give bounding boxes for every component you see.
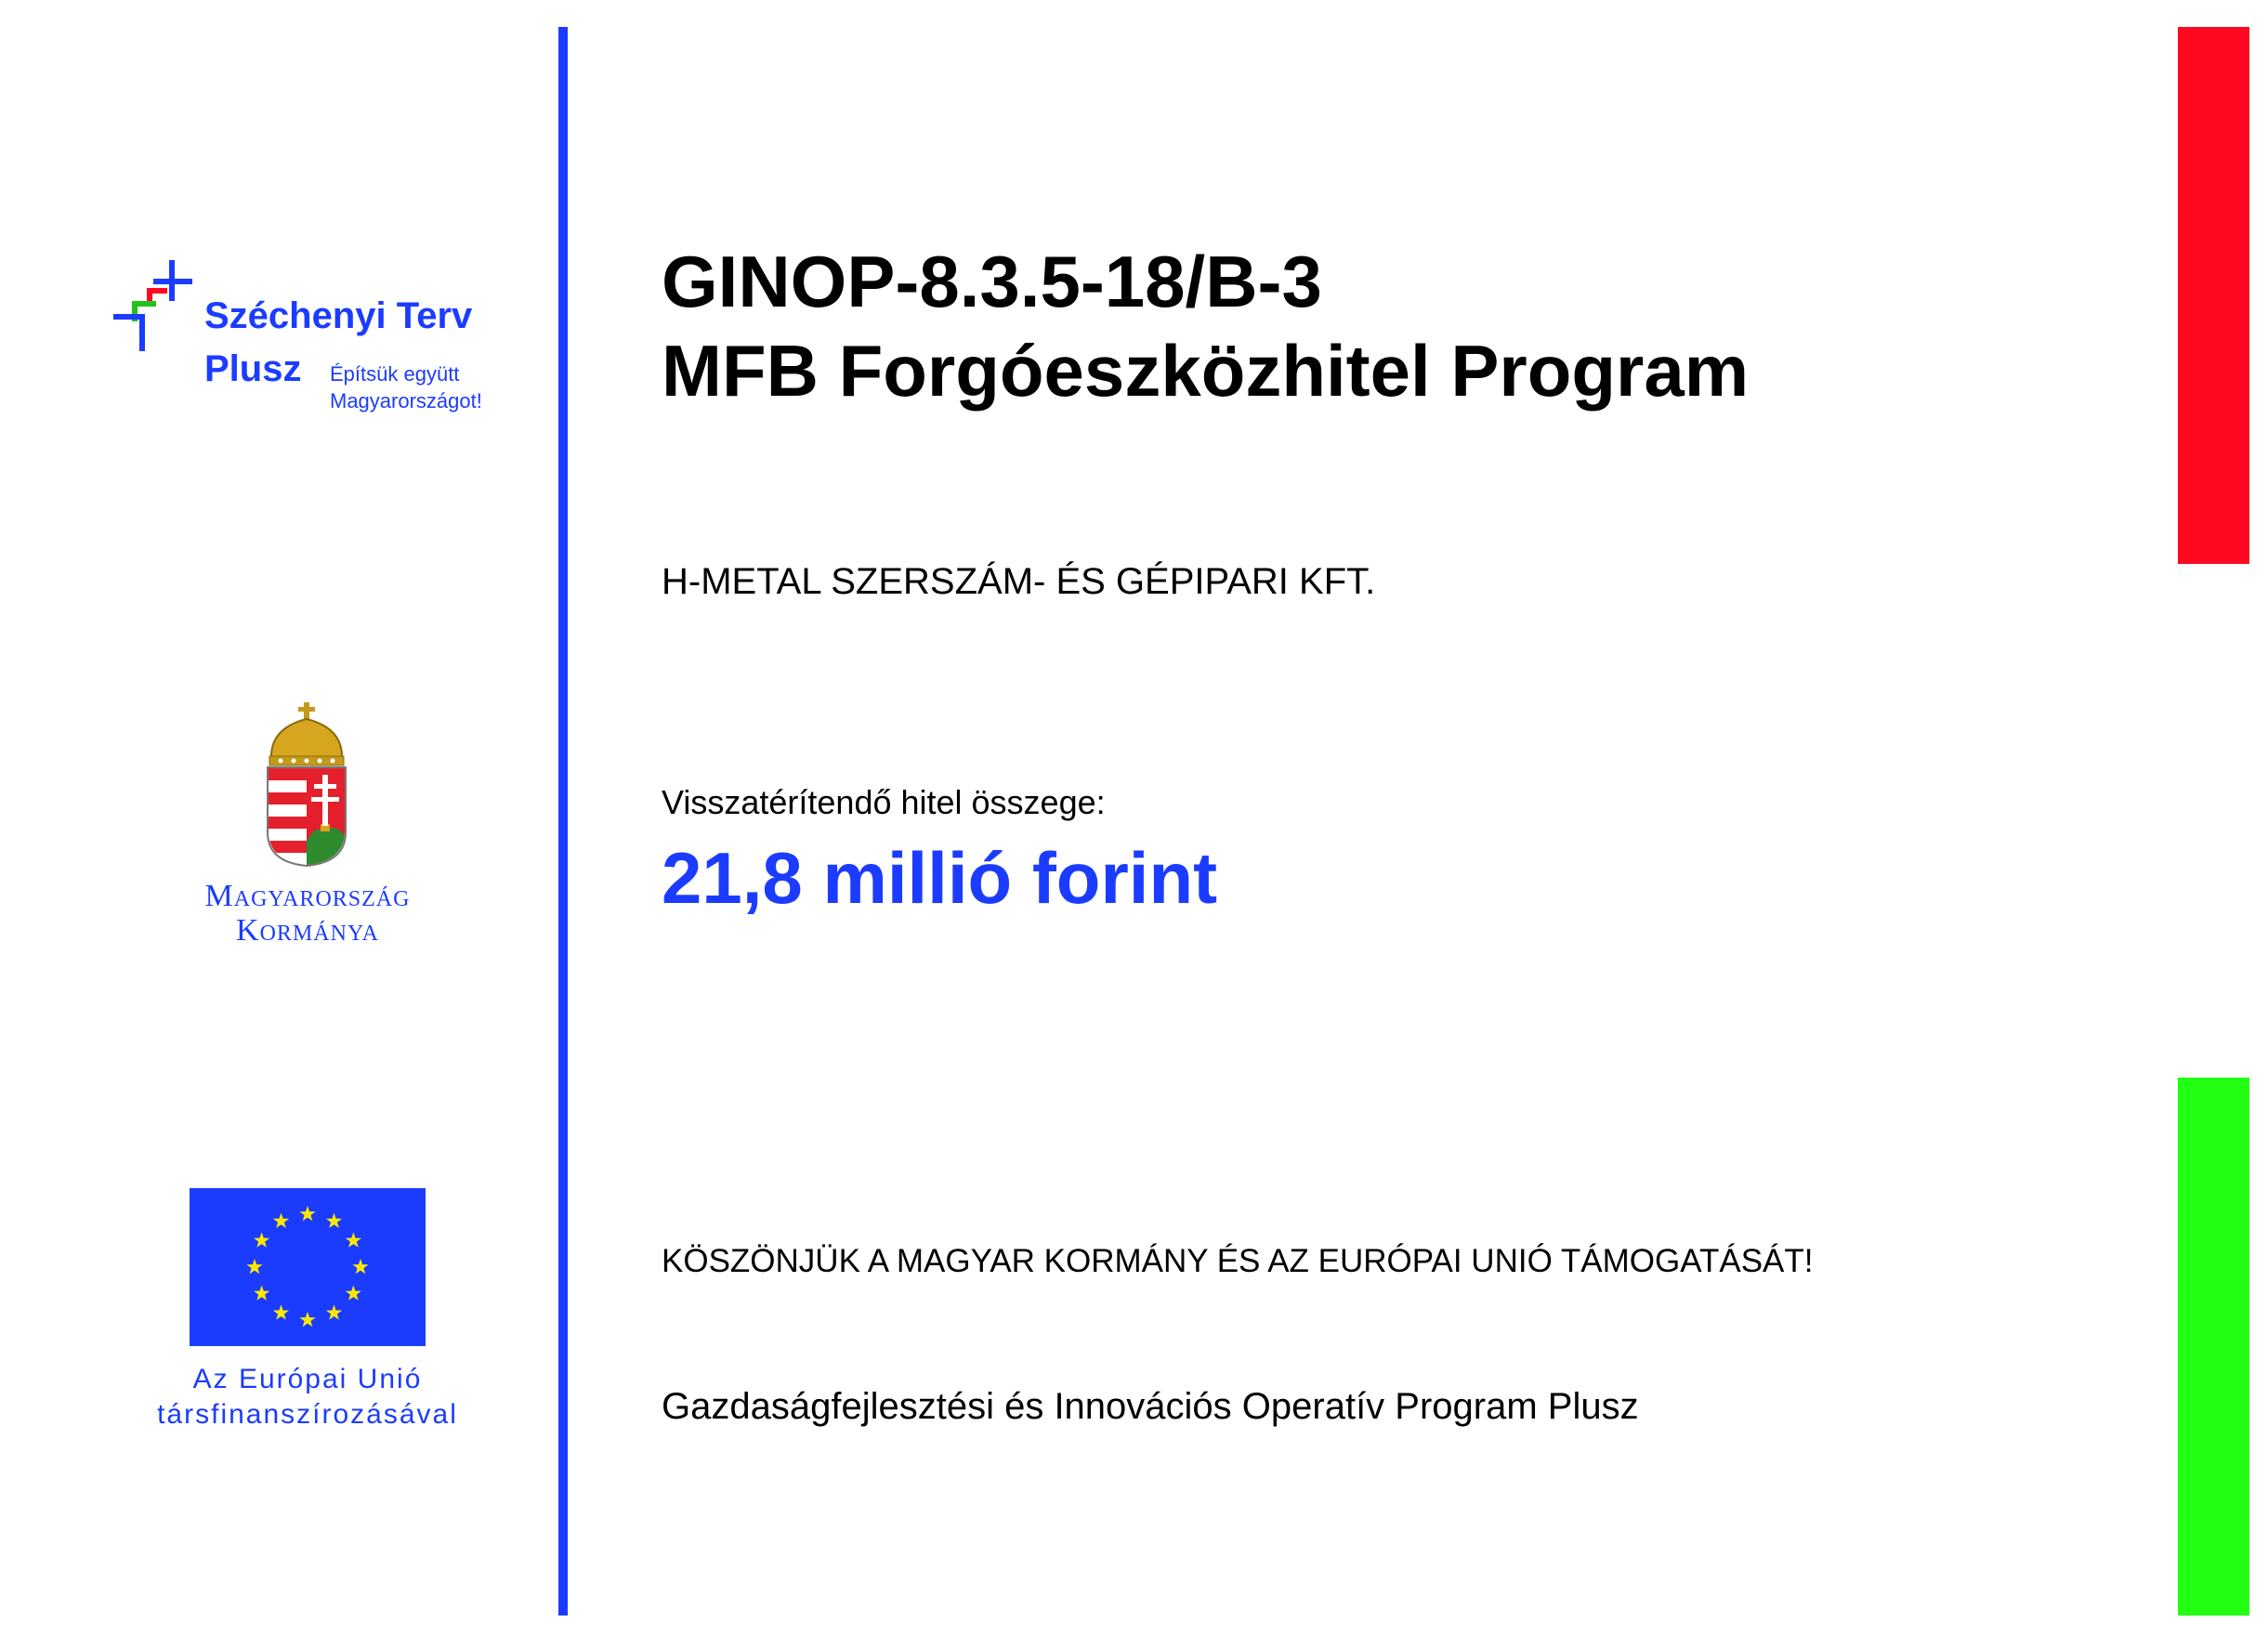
eu-star-icon: [326, 1304, 342, 1319]
eu-star-icon: [254, 1286, 269, 1301]
company-name: H-METAL SZERSZÁM- ÉS GÉPIPARI KFT.: [662, 561, 1376, 602]
eu-stars-icon: [190, 1188, 426, 1346]
loan-amount-label: Visszatérítendő hitel összege:: [662, 783, 1106, 821]
loan-amount-value: 21,8 millió forint: [662, 837, 1218, 919]
eu-star-icon: [299, 1312, 315, 1327]
program-code-title: GINOP-8.3.5-18/B-3: [662, 241, 1322, 322]
government-name-line-2: Kormánya: [236, 913, 379, 948]
eu-star-icon: [346, 1286, 361, 1301]
szechenyi-tagline-1: Építsük együtt: [330, 362, 460, 386]
eu-caption-line-2: társfinanszírozásával: [157, 1399, 458, 1430]
eu-caption-line-1: Az Európai Unió: [192, 1364, 423, 1394]
szechenyi-cross-icon: [111, 260, 214, 358]
szechenyi-title: Széchenyi Terv: [204, 295, 473, 336]
eu-star-icon: [246, 1259, 262, 1274]
szechenyi-tagline-2: Magyarországot!: [330, 389, 482, 412]
eu-star-icon: [352, 1259, 368, 1274]
vertical-divider: [558, 27, 568, 1615]
program-name-title: MFB Forgóeszközhitel Program: [662, 330, 1750, 412]
eu-star-icon: [273, 1304, 289, 1319]
eu-flag: [190, 1188, 426, 1346]
thanks-statement: KÖSZÖNJÜK A MAGYAR KORMÁNY ÉS AZ EURÓPAI UNIÓ TÁMOGATÁSÁT!: [662, 1243, 1814, 1279]
operative-program-name: Gazdaságfejlesztési és Innovációs Operatív Program Plusz: [662, 1386, 1639, 1427]
government-name-line-1: Magyarország: [204, 879, 411, 913]
eu-star-icon: [326, 1213, 342, 1228]
eu-star-icon: [346, 1233, 361, 1248]
szechenyi-plusz: Plusz: [204, 348, 302, 389]
eu-star-icon: [273, 1213, 289, 1228]
eu-star-icon: [299, 1206, 315, 1221]
coat-of-arms-icon: [262, 702, 351, 868]
red-side-bar: [2178, 27, 2249, 564]
eu-star-icon: [254, 1233, 269, 1248]
green-side-bar: [2178, 1078, 2249, 1615]
